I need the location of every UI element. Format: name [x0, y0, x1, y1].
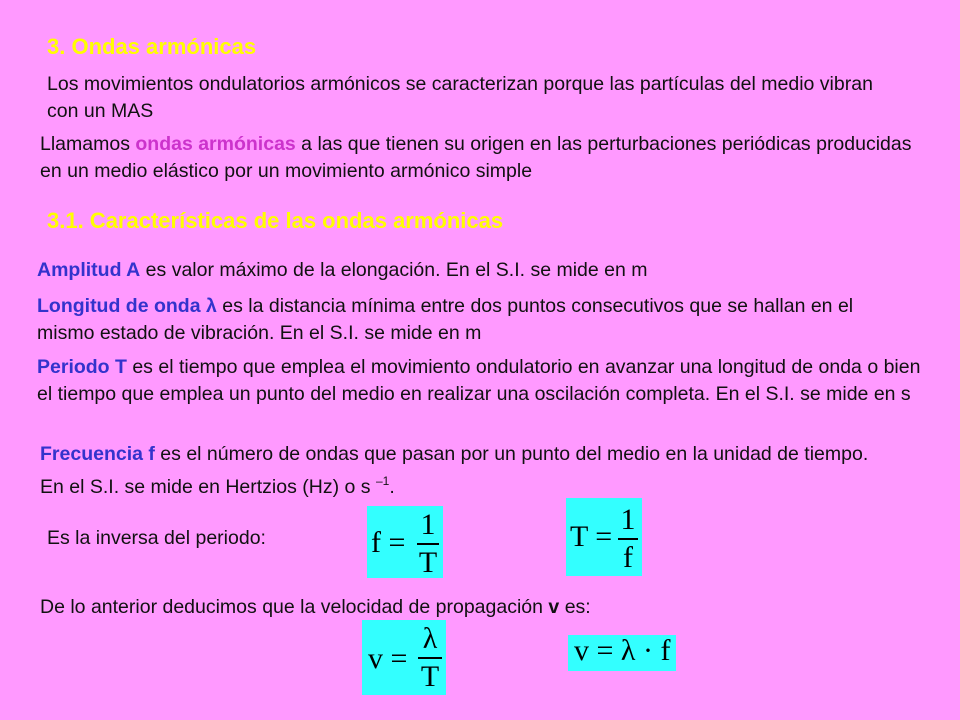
formula-v-product: v = λ · f	[574, 634, 671, 667]
fraction-bar	[618, 538, 638, 540]
period-paragraph	[37, 354, 927, 408]
velocity-var: v	[548, 596, 560, 618]
period-text: es el tiempo que emplea el movimiento ondulatorio en avanzar una longitud de onda o bien el tiempo que emplea un punto del medio en realizar una oscilación completa. En el S.I. se mide en s	[37, 356, 921, 405]
fraction-bar	[417, 543, 439, 545]
formula-t-denominator: f	[623, 541, 633, 574]
formula-v-numerator: λ	[422, 622, 438, 655]
frequency-term: Frecuencia f	[40, 443, 155, 465]
formula-v-equals-lambda-times-f	[568, 635, 676, 671]
formula-t-lhs: T =	[570, 520, 613, 553]
amplitude-text: es valor máximo de la elongación. En el S.I. se mide en m	[140, 259, 648, 281]
formula-v-fraction	[418, 624, 442, 692]
frequency-exponent: –1	[375, 474, 390, 488]
formula-f-lhs: f =	[371, 526, 406, 559]
formula-v-equals-lambda-over-t	[362, 620, 446, 695]
definition-term: ondas armónicas	[135, 133, 296, 155]
formula-v-denominator: T	[420, 660, 440, 693]
formula-t-numerator: 1	[620, 503, 636, 536]
frequency-paragraph	[40, 441, 890, 501]
formula-t-equals-1-over-f	[566, 498, 642, 576]
amplitude-term: Amplitud A	[37, 259, 141, 281]
formula-f-equals-1-over-t	[367, 506, 443, 578]
wavelength-text: es la distancia mínima entre dos puntos consecutivos que se hallan en el mismo estado de vibración. En el S.I. se mide en m	[37, 295, 854, 344]
formula-f-fraction	[417, 510, 439, 578]
formula-v-lhs: v =	[368, 642, 408, 675]
velocity-text-post: es:	[559, 596, 591, 618]
formula-f-numerator: 1	[420, 508, 436, 541]
velocity-text-pre: De lo anterior deducimos que la velocidad de propagación	[40, 596, 549, 618]
amplitude-paragraph	[37, 257, 937, 284]
section-subtitle: 3.1. Características de las ondas armónicas	[47, 208, 504, 233]
page-title: 3. Ondas armónicas	[47, 34, 257, 59]
inverse-text: Es la inversa del periodo:	[47, 527, 266, 549]
fraction-bar	[418, 657, 442, 659]
velocity-text	[40, 594, 591, 621]
definition-paragraph	[40, 131, 920, 185]
intro-paragraph: Los movimientos ondulatorios armónicos se caracterizan porque las partículas del medio vibran con un MAS	[47, 73, 873, 122]
period-term: Periodo T	[37, 356, 127, 378]
frequency-end: .	[389, 476, 395, 498]
wavelength-term: Longitud de onda λ	[37, 295, 217, 317]
wavelength-paragraph	[37, 293, 907, 347]
formula-f-denominator: T	[418, 546, 438, 579]
definition-pre: Llamamos	[40, 133, 136, 155]
definition-post: a las que tienen su origen en las perturbaciones periódicas producidas en un medio elástico por un movimiento armónico simple	[40, 133, 912, 182]
frequency-text: es el número de ondas que pasan por un punto del medio en la unidad de tiempo. En el S.I. se mide en Hertzios (Hz) o s	[40, 443, 869, 498]
formula-t-fraction	[618, 505, 638, 573]
